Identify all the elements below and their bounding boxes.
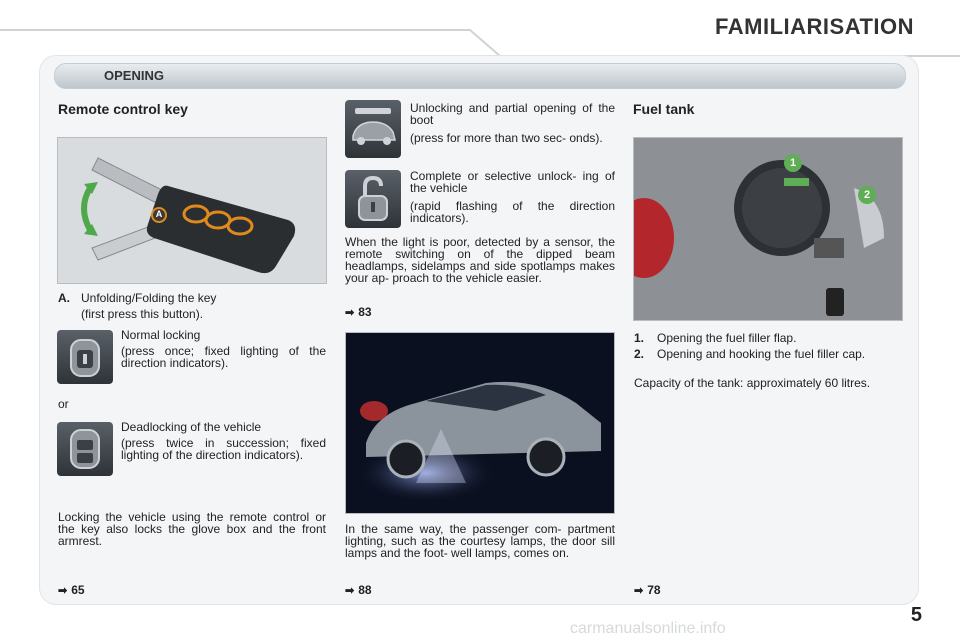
ref-arrow-icon: ➡ (345, 585, 355, 597)
ref-number: 65 (71, 583, 85, 597)
key-marker-a: A (155, 209, 163, 219)
fuel-step2-number: 2. (634, 347, 645, 361)
ref-arrow-icon: ➡ (345, 307, 355, 319)
page-number: 5 (910, 604, 922, 626)
page-ref-65[interactable] (58, 583, 85, 597)
item-a-note: (first press this button). (81, 307, 204, 321)
locking-paragraph: Locking the vehicle using the remote control or the key also locks the glove box and the front armrest. (58, 510, 326, 548)
page-ref-78[interactable] (634, 583, 661, 597)
complete-unlock-note: (rapid flashing of the direction indicators). (410, 199, 615, 225)
normal-locking-note: (press once; fixed lighting of the direction indicators). (121, 344, 326, 370)
boot-unlock-title: Unlocking and partial opening of the boot (410, 101, 615, 127)
ref-number: 83 (358, 305, 372, 319)
deadlock-icon (57, 422, 113, 476)
or-label: or (58, 397, 69, 411)
deadlocking-title: Deadlocking of the vehicle (121, 420, 262, 434)
fuel-heading: Fuel tank (633, 101, 695, 117)
lock-icon (57, 330, 113, 384)
ref-arrow-icon: ➡ (58, 585, 68, 597)
section-bar (54, 63, 906, 89)
ref-number: 88 (358, 583, 372, 597)
passenger-paragraph: In the same way, the passenger com- partment lighting, such as the courtesy lamps, the door sill lamps and the foot- well lamps, comes on. (345, 522, 615, 560)
complete-unlock-title: Complete or selective unlock- ing of the vehicle (410, 169, 615, 195)
item-a-letter: A. (58, 291, 70, 305)
boot-unlock-icon (345, 100, 401, 158)
fuel-step1: Opening the fuel filler flap. (657, 331, 797, 345)
ref-number: 78 (647, 583, 661, 597)
page-ref-88[interactable] (345, 583, 372, 597)
marker-1: 1 (784, 154, 802, 172)
remote-heading: Remote control key (58, 101, 188, 117)
section-title: OPENING (104, 68, 164, 83)
unlock-icon (345, 170, 401, 228)
marker-2: 2 (858, 186, 876, 204)
watermark: carmanualsonline.info (570, 620, 726, 637)
light-paragraph: When the light is poor, detected by a sensor, the remote switching on of the dipped beam headlamps, sidelamps and side spotlamps makes your ap- proach to the vehicle easier. (345, 235, 615, 285)
fuel-capacity: Capacity of the tank: approximately 60 litres. (634, 376, 871, 390)
fuel-step1-number: 1. (634, 331, 645, 345)
ref-arrow-icon: ➡ (634, 585, 644, 597)
car-lighting-image (345, 332, 615, 514)
page-ref-83[interactable] (345, 305, 372, 319)
page-title: FAMILIARISATION (715, 14, 914, 39)
item-a-text: Unfolding/Folding the key (81, 291, 217, 305)
fuel-step2: Opening and hooking the fuel filler cap. (657, 347, 866, 361)
boot-unlock-note: (press for more than two sec- onds). (410, 131, 603, 145)
remote-key-image (57, 137, 327, 284)
fuel-filler-image (633, 137, 903, 321)
normal-locking-title: Normal locking (121, 328, 201, 342)
deadlocking-note: (press twice in succession; fixed lighting of the direction indicators). (121, 436, 326, 462)
